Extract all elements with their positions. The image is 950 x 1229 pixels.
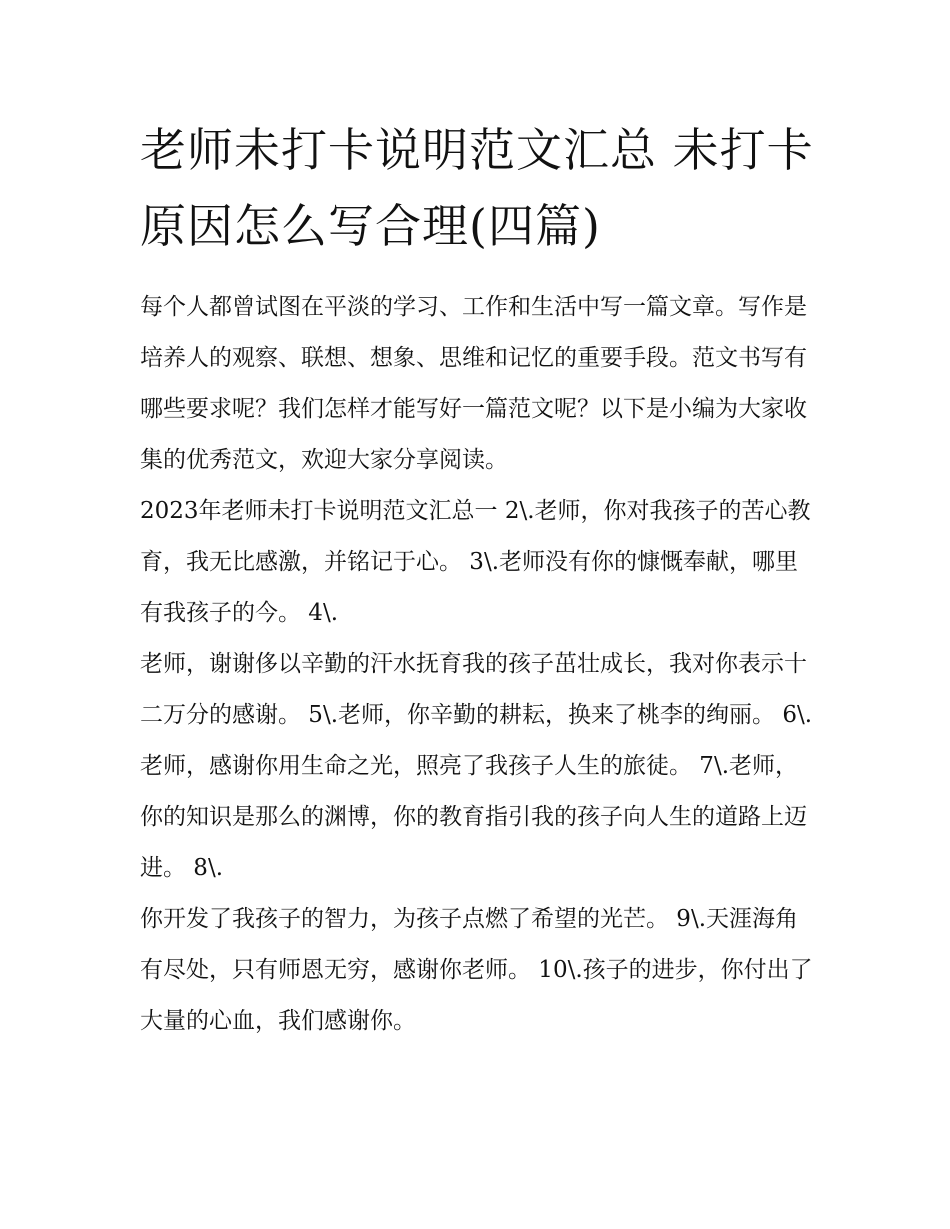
body-paragraph-3: 老师，感谢你用生命之光，照亮了我孩子人生的旅徒。 7\.老师，你的知识是那么的渊博，你的教育指引我的孩子向人生的道路上迈进。 8\. (140, 753, 807, 881)
body-paragraph-2: 老师，谢谢侈以辛勤的汗水抚育我的孩子茁壮成长，我对你表示十二万分的感谢。 5\.老师，你辛勤的耕耘，换来了桃李的绚丽。 6\. (140, 651, 813, 728)
document-title: 老师未打卡说明范文汇总 未打卡原因怎么写合理(四篇) (140, 123, 814, 253)
intro-paragraph: 每个人都曾试图在平淡的学习、工作和生活中写一篇文章。写作是培养人的观察、联想、想象、思维和记忆的重要手段。范文书写有哪些要求呢？我们怎样才能写好一篇范文呢？以下是小编为大家收集的优秀范文，欢迎大家分享阅读。 (140, 294, 807, 473)
document-body (140, 112, 815, 1047)
body-paragraph-1: 2023年老师未打卡说明范文汇总一 2\.老师，你对我孩子的苦心教育，我无比感激，并铭记于心。 3\.老师没有你的慷慨奉献，哪里有我孩子的今。 4\. (140, 498, 811, 626)
body-paragraph-4: 你开发了我孩子的智力，为孩子点燃了希望的光芒。 9\.天涯海角有尽处，只有师恩无穷，感谢你老师。 10\.孩子的进步，你付出了大量的心血，我们感谢你。 (140, 906, 813, 1034)
